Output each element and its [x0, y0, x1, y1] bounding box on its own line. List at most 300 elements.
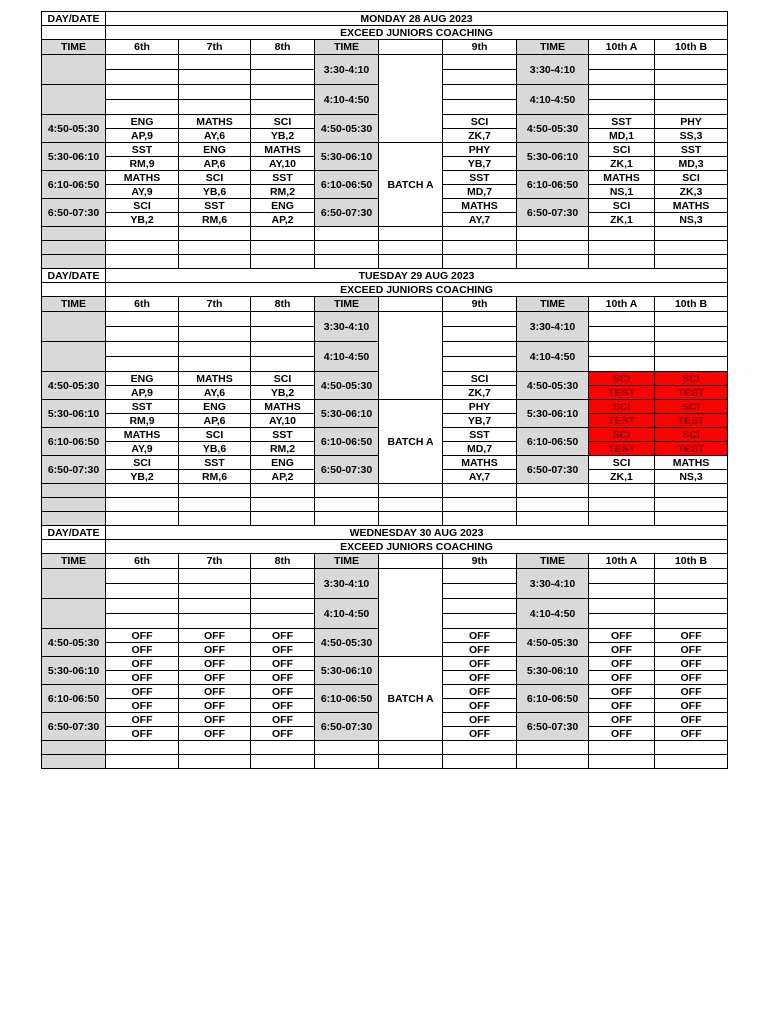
day-date-label: DAY/DATE: [42, 526, 106, 540]
grade-header-6th: 6th: [106, 554, 179, 569]
period-time: 6:50-07:30: [315, 456, 379, 484]
teacher-cell: AY,7: [443, 470, 517, 484]
empty-cell: [589, 741, 655, 755]
teacher-cell: YB,2: [106, 213, 179, 227]
teacher-cell: MD,7: [443, 442, 517, 456]
subject-cell: OFF: [179, 629, 251, 643]
grade-header-6th: 6th: [106, 40, 179, 55]
period-time: 5:30-06:10: [315, 400, 379, 428]
teacher-cell: YB,2: [251, 129, 315, 143]
early-time: 4:10-4:50: [517, 599, 589, 629]
empty-cell: [443, 241, 517, 255]
teacher-cell: MD,7: [443, 185, 517, 199]
period-time: 4:50-05:30: [517, 372, 589, 400]
teacher-cell: OFF: [443, 671, 517, 685]
subject-cell: OFF: [589, 657, 655, 671]
time-blank: [42, 312, 106, 342]
empty-cell: [106, 312, 179, 327]
empty-cell: [106, 227, 179, 241]
empty-cell: [106, 512, 179, 526]
grade-header-6th: 6th: [106, 297, 179, 312]
blank-row: [42, 227, 728, 241]
subject-cell: OFF: [251, 629, 315, 643]
period-time: 6:50-07:30: [42, 456, 106, 484]
empty-cell: [251, 484, 315, 498]
day-title: MONDAY 28 AUG 2023: [106, 12, 728, 26]
subject-cell: SCI: [589, 372, 655, 386]
subject-cell: SST: [589, 115, 655, 129]
empty-cell: [655, 70, 728, 85]
empty-cell: [589, 255, 655, 269]
subject-cell: SCI: [655, 400, 728, 414]
subject-cell: MATHS: [179, 115, 251, 129]
time-header: TIME: [42, 297, 106, 312]
column-header-row: [42, 554, 728, 569]
empty-cell: [443, 498, 517, 512]
empty-cell: [179, 85, 251, 100]
subject-cell: OFF: [443, 713, 517, 727]
subject-cell: OFF: [589, 713, 655, 727]
period-time: 4:50-05:30: [315, 629, 379, 657]
period-time: 6:50-07:30: [42, 713, 106, 741]
grade-header-7th: 7th: [179, 40, 251, 55]
teacher-cell: TEST: [589, 414, 655, 428]
time-blank: [42, 599, 106, 629]
teacher-cell: OFF: [655, 727, 728, 741]
empty-cell: [589, 327, 655, 342]
empty-cell: [443, 100, 517, 115]
teacher-cell: OFF: [655, 671, 728, 685]
empty-cell: [315, 255, 379, 269]
teacher-cell: NS,3: [655, 213, 728, 227]
org-title: EXCEED JUNIORS COACHING: [106, 283, 728, 297]
empty-cell: [589, 241, 655, 255]
subject-cell: MATHS: [443, 199, 517, 213]
day-header-row: [42, 12, 728, 26]
subject-cell: ENG: [106, 115, 179, 129]
empty-cell: [106, 584, 179, 599]
teacher-cell: ZK,1: [589, 213, 655, 227]
time-header: TIME: [42, 40, 106, 55]
grade-header-9th: 9th: [443, 297, 517, 312]
teacher-cell: OFF: [106, 727, 179, 741]
subject-cell: PHY: [443, 400, 517, 414]
period-time: 6:50-07:30: [315, 713, 379, 741]
early-time: 4:10-4:50: [517, 85, 589, 115]
period-time: 5:30-06:10: [517, 657, 589, 685]
empty-cell: [251, 357, 315, 372]
empty-cell: [517, 741, 589, 755]
empty-cell: [179, 741, 251, 755]
empty-cell: [655, 100, 728, 115]
empty-cell: [443, 70, 517, 85]
period-time: 5:30-06:10: [517, 143, 589, 171]
teacher-cell: TEST: [655, 386, 728, 400]
blank-row: [42, 755, 728, 769]
empty-cell: [443, 614, 517, 629]
teacher-cell: RM,9: [106, 414, 179, 428]
subject-cell: OFF: [443, 657, 517, 671]
empty-cell: [379, 255, 443, 269]
teacher-cell: OFF: [106, 643, 179, 657]
subject-cell: OFF: [251, 685, 315, 699]
subject-cell: MATHS: [251, 400, 315, 414]
teacher-cell: YB,7: [443, 157, 517, 171]
period-time: 6:10-06:50: [315, 685, 379, 713]
empty-cell: [379, 755, 443, 769]
subject-cell: OFF: [655, 657, 728, 671]
teacher-cell: OFF: [443, 727, 517, 741]
day-title: WEDNESDAY 30 AUG 2023: [106, 526, 728, 540]
grade-header-10th-a: 10th A: [589, 40, 655, 55]
period-time: 6:10-06:50: [517, 685, 589, 713]
teacher-cell: OFF: [251, 643, 315, 657]
teacher-cell: OFF: [589, 699, 655, 713]
empty-cell: [251, 569, 315, 584]
org-row: [42, 540, 728, 554]
teacher-cell: OFF: [589, 671, 655, 685]
empty-cell: [655, 569, 728, 584]
empty-cell: [655, 484, 728, 498]
period-time: 4:50-05:30: [315, 115, 379, 143]
subject-cell: OFF: [655, 685, 728, 699]
empty-cell: [106, 241, 179, 255]
empty-cell: [655, 357, 728, 372]
teacher-cell: OFF: [589, 727, 655, 741]
blank-header: [379, 554, 443, 569]
teacher-cell: OFF: [106, 699, 179, 713]
subject-cell: SCI: [106, 456, 179, 470]
subject-cell: PHY: [655, 115, 728, 129]
empty-cell: [106, 599, 179, 614]
empty-cell: [106, 498, 179, 512]
period-time: 4:50-05:30: [42, 115, 106, 143]
teacher-cell: OFF: [443, 643, 517, 657]
teacher-cell: OFF: [589, 643, 655, 657]
grade-header-10th-a: 10th A: [589, 297, 655, 312]
teacher-cell: AY,6: [179, 386, 251, 400]
subject-cell: OFF: [106, 657, 179, 671]
subject-cell: MATHS: [443, 456, 517, 470]
subject-cell: OFF: [106, 713, 179, 727]
teacher-cell: OFF: [179, 727, 251, 741]
blank-row: [42, 512, 728, 526]
empty-cell: [655, 755, 728, 769]
batch-label: BATCH A: [379, 143, 443, 227]
empty-cell: [106, 255, 179, 269]
grade-header-9th: 9th: [443, 40, 517, 55]
time-header: TIME: [517, 554, 589, 569]
batch-label: BATCH A: [379, 657, 443, 741]
empty-cell: [251, 512, 315, 526]
subject-cell: SCI: [655, 428, 728, 442]
teacher-cell: AY,9: [106, 442, 179, 456]
grade-header-10th-b: 10th B: [655, 297, 728, 312]
grade-header-8th: 8th: [251, 297, 315, 312]
empty-cell: [655, 512, 728, 526]
teacher-cell: YB,2: [251, 386, 315, 400]
subject-cell: OFF: [106, 629, 179, 643]
subject-cell: MATHS: [655, 456, 728, 470]
period-row: [42, 657, 728, 671]
day-date-label: DAY/DATE: [42, 269, 106, 283]
subject-cell: ENG: [179, 400, 251, 414]
period-time: 6:10-06:50: [517, 171, 589, 199]
empty-cell: [655, 255, 728, 269]
empty-cell: [251, 599, 315, 614]
teacher-cell: YB,7: [443, 414, 517, 428]
blank-row: [42, 498, 728, 512]
teacher-cell: AP,9: [106, 386, 179, 400]
early-time: 3:30-4:10: [517, 312, 589, 342]
time-blank: [42, 484, 106, 498]
teacher-cell: TEST: [589, 386, 655, 400]
empty-cell: [315, 755, 379, 769]
time-blank: [42, 342, 106, 372]
teacher-cell: YB,6: [179, 185, 251, 199]
time-blank: [42, 755, 106, 769]
subject-cell: SCI: [106, 199, 179, 213]
empty-cell: [179, 512, 251, 526]
empty-cell: [106, 484, 179, 498]
empty-cell: [443, 227, 517, 241]
empty-cell: [251, 312, 315, 327]
subject-cell: OFF: [655, 713, 728, 727]
subject-cell: OFF: [179, 657, 251, 671]
teacher-cell: AP,2: [251, 470, 315, 484]
empty-cell: [251, 70, 315, 85]
subject-cell: MATHS: [106, 428, 179, 442]
empty-cell: [443, 569, 517, 584]
grade-header-7th: 7th: [179, 297, 251, 312]
day-header-row: [42, 526, 728, 540]
period-time: 4:50-05:30: [42, 372, 106, 400]
early-row: [42, 312, 728, 327]
teacher-cell: AY,7: [443, 213, 517, 227]
empty-cell: [517, 512, 589, 526]
early-time: 3:30-4:10: [517, 569, 589, 599]
period-time: 6:50-07:30: [315, 199, 379, 227]
empty-cell: [443, 312, 517, 327]
period-time: 6:10-06:50: [42, 428, 106, 456]
batch-spacer: [379, 55, 443, 143]
period-row: [42, 143, 728, 157]
empty-cell: [655, 312, 728, 327]
grade-header-7th: 7th: [179, 554, 251, 569]
subject-cell: SST: [179, 199, 251, 213]
time-header: TIME: [315, 554, 379, 569]
subject-cell: SCI: [589, 456, 655, 470]
empty-cell: [179, 327, 251, 342]
teacher-cell: RM,2: [251, 442, 315, 456]
empty-cell: [179, 755, 251, 769]
subject-cell: SST: [106, 143, 179, 157]
empty-cell: [251, 614, 315, 629]
org-spacer: [42, 26, 106, 40]
empty-cell: [443, 357, 517, 372]
empty-cell: [251, 255, 315, 269]
teacher-cell: OFF: [251, 671, 315, 685]
teacher-cell: ZK,3: [655, 185, 728, 199]
grade-header-8th: 8th: [251, 40, 315, 55]
org-title: EXCEED JUNIORS COACHING: [106, 26, 728, 40]
subject-cell: ENG: [179, 143, 251, 157]
subject-cell: MATHS: [251, 143, 315, 157]
early-row: [42, 569, 728, 584]
empty-cell: [379, 484, 443, 498]
empty-cell: [443, 599, 517, 614]
empty-cell: [106, 100, 179, 115]
empty-cell: [379, 227, 443, 241]
blank-row: [42, 741, 728, 755]
empty-cell: [106, 85, 179, 100]
teacher-cell: AP,9: [106, 129, 179, 143]
grade-header-8th: 8th: [251, 554, 315, 569]
time-header: TIME: [517, 297, 589, 312]
time-blank: [42, 55, 106, 85]
teacher-cell: OFF: [251, 699, 315, 713]
empty-cell: [106, 755, 179, 769]
empty-cell: [106, 741, 179, 755]
empty-cell: [517, 241, 589, 255]
time-blank: [42, 85, 106, 115]
subject-cell: OFF: [179, 713, 251, 727]
subject-cell: OFF: [655, 629, 728, 643]
empty-cell: [589, 227, 655, 241]
empty-cell: [106, 569, 179, 584]
blank-row: [42, 255, 728, 269]
empty-cell: [443, 55, 517, 70]
subject-cell: OFF: [251, 657, 315, 671]
grade-header-10th-b: 10th B: [655, 40, 728, 55]
empty-cell: [517, 498, 589, 512]
empty-cell: [589, 498, 655, 512]
early-time: 4:10-4:50: [315, 85, 379, 115]
empty-cell: [517, 227, 589, 241]
empty-cell: [179, 484, 251, 498]
subject-cell: SCI: [251, 115, 315, 129]
subject-cell: SST: [443, 171, 517, 185]
empty-cell: [655, 498, 728, 512]
time-blank: [42, 498, 106, 512]
empty-cell: [179, 599, 251, 614]
subject-cell: SCI: [179, 428, 251, 442]
teacher-cell: TEST: [655, 442, 728, 456]
day-header-row: [42, 269, 728, 283]
early-time: 3:30-4:10: [517, 55, 589, 85]
teacher-cell: AY,6: [179, 129, 251, 143]
time-blank: [42, 512, 106, 526]
time-blank: [42, 569, 106, 599]
period-time: 4:50-05:30: [517, 115, 589, 143]
empty-cell: [589, 512, 655, 526]
empty-cell: [251, 755, 315, 769]
teacher-cell: OFF: [179, 671, 251, 685]
teacher-cell: RM,6: [179, 470, 251, 484]
empty-cell: [179, 227, 251, 241]
period-time: 6:50-07:30: [517, 456, 589, 484]
time-blank: [42, 241, 106, 255]
blank-row: [42, 241, 728, 255]
period-time: 5:30-06:10: [517, 400, 589, 428]
empty-cell: [315, 484, 379, 498]
period-time: 5:30-06:10: [315, 657, 379, 685]
empty-cell: [179, 100, 251, 115]
subject-cell: SST: [251, 171, 315, 185]
empty-cell: [589, 599, 655, 614]
early-time: 3:30-4:10: [315, 312, 379, 342]
empty-cell: [655, 599, 728, 614]
empty-cell: [589, 569, 655, 584]
empty-cell: [655, 584, 728, 599]
empty-cell: [179, 312, 251, 327]
teacher-cell: OFF: [251, 727, 315, 741]
day-date-label: DAY/DATE: [42, 12, 106, 26]
blank-header: [379, 40, 443, 55]
subject-cell: SCI: [655, 171, 728, 185]
empty-cell: [517, 755, 589, 769]
subject-cell: MATHS: [106, 171, 179, 185]
blank-header: [379, 297, 443, 312]
empty-cell: [655, 55, 728, 70]
empty-cell: [251, 741, 315, 755]
empty-cell: [379, 512, 443, 526]
period-time: 4:50-05:30: [315, 372, 379, 400]
empty-cell: [251, 241, 315, 255]
teacher-cell: TEST: [655, 414, 728, 428]
teacher-cell: OFF: [655, 699, 728, 713]
empty-cell: [106, 327, 179, 342]
period-time: 5:30-06:10: [315, 143, 379, 171]
teacher-cell: OFF: [443, 699, 517, 713]
time-blank: [42, 227, 106, 241]
subject-cell: SST: [106, 400, 179, 414]
empty-cell: [106, 55, 179, 70]
time-header: TIME: [315, 40, 379, 55]
early-row: [42, 55, 728, 70]
subject-cell: SCI: [443, 115, 517, 129]
empty-cell: [443, 327, 517, 342]
empty-cell: [251, 498, 315, 512]
subject-cell: MATHS: [589, 171, 655, 185]
empty-cell: [179, 70, 251, 85]
teacher-cell: AY,9: [106, 185, 179, 199]
subject-cell: SCI: [179, 171, 251, 185]
empty-cell: [315, 241, 379, 255]
grade-header-9th: 9th: [443, 554, 517, 569]
empty-cell: [179, 55, 251, 70]
early-time: 3:30-4:10: [315, 55, 379, 85]
subject-cell: SCI: [251, 372, 315, 386]
empty-cell: [655, 85, 728, 100]
batch-label: BATCH A: [379, 400, 443, 484]
teacher-cell: MD,3: [655, 157, 728, 171]
subject-cell: SCI: [589, 400, 655, 414]
empty-cell: [517, 255, 589, 269]
empty-cell: [315, 498, 379, 512]
teacher-cell: RM,6: [179, 213, 251, 227]
subject-cell: OFF: [106, 685, 179, 699]
period-row: [42, 400, 728, 414]
empty-cell: [315, 741, 379, 755]
early-time: 4:10-4:50: [517, 342, 589, 372]
teacher-cell: ZK,1: [589, 470, 655, 484]
empty-cell: [589, 614, 655, 629]
grade-header-10th-a: 10th A: [589, 554, 655, 569]
teacher-cell: RM,9: [106, 157, 179, 171]
subject-cell: SST: [179, 456, 251, 470]
empty-cell: [589, 584, 655, 599]
